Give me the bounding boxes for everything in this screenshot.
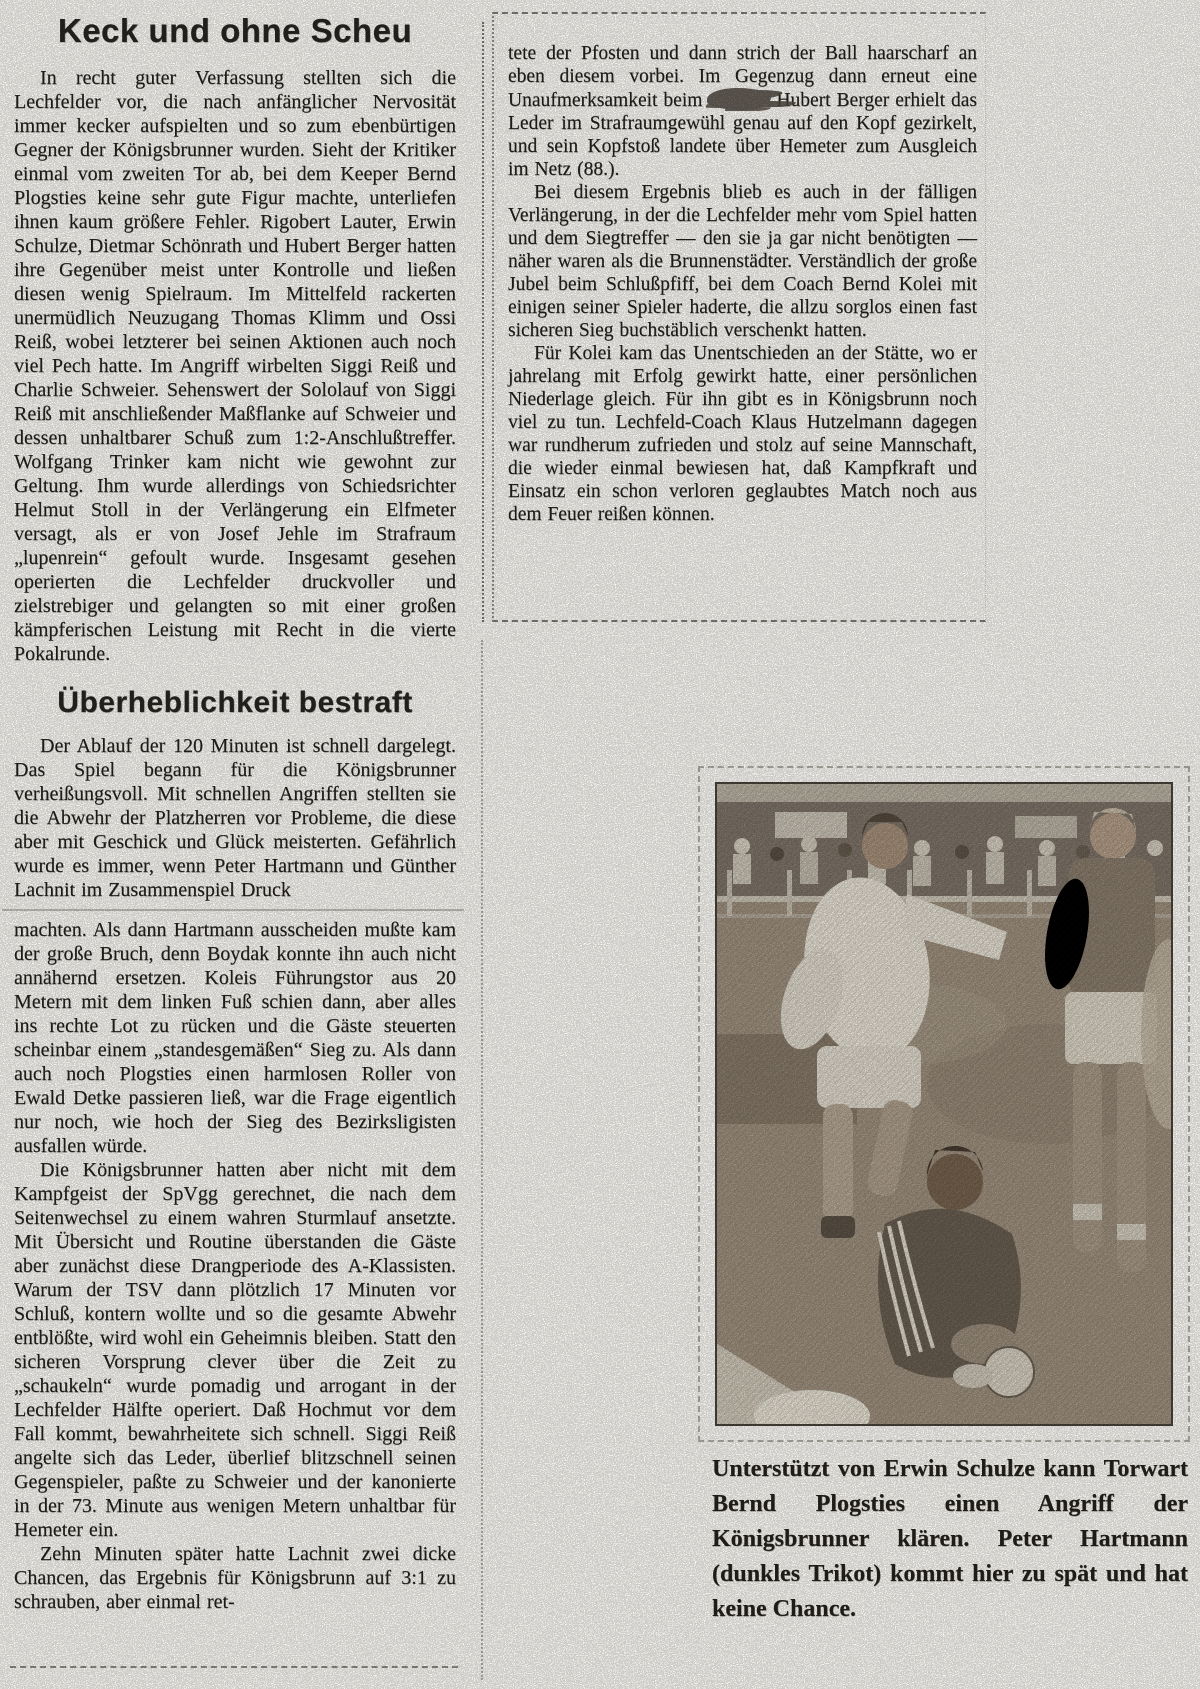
- headline-ueberheblichkeit-bestraft: Überheblichkeit bestraft: [57, 686, 413, 719]
- match-photo-figure: [698, 766, 1190, 1442]
- right-paragraph-1: [508, 42, 977, 181]
- left-paragraph-1: In recht guter Verfassung stellten sich die Lechfelder vor, die nach anfänglicher Nervosität immer kecker aufspielten und so zum ebenbürtigen Gegner der Königsbrunner wurden. Sieht der Kritiker einmal vom zweiten Tor ab, bei dem Keeper Bernd Plogsties keine sehr gute Figur machte, unterliefen ihnen kaum größere Fehler. Rigobert Lauter, Erwin Schulze, Dietmar Schönrath und Hubert Berger hatten ihre Gegenüber meist unter Kontrolle und ließen diesen wenig Spielraum. Im Mittelfeld rackerten unermüdlich Neuzugang Thomas Klimm und Ossi Reiß, wobei letzterer bei seinen Aktionen auch noch viel Pech hatte. Im Angriff wirbelten Siggi Reiß und Charlie Schweier. Sehenswert der Sololauf von Siggi Reiß mit anschließender Maßflanke auf Schweier und dessen unhaltbarer Schuß zum 1:2-Anschlußtreffer. Wolfgang Trinker kam nicht wie gewohnt zur Geltung. Ihm wurde allerdings von Schiedsrichter Helmut Stoll in der Verlängerung ein Elfmeter versagt, als er von Josef Jehle im Strafraum „lupenrein“ gefoult wurde. Insgesamt gesehen operierten die Lechfelder druckvoller und zielstrebiger und gelangten so mit einer großen kämpferischen Leistung mit Recht in die vierte Pokalrunde.: [14, 67, 456, 665]
- photo-caption: Unterstützt von Erwin Schulze kann Torwart Bernd Plogsties einen Angriff der Königsbrunner klären. Peter Hartmann (dunkles Trikot) kommt hier zu spät und hat keine Chance.: [712, 1456, 1188, 1622]
- right-article-column: [492, 12, 986, 622]
- left-paragraph-2b: machten. Als dann Hartmann ausscheiden mußte kam der große Bruch, denn Boydak konnte ihn auch nicht annähernd ersetzen. Koleis Führungstor aus 20 Metern mit dem linken Fuß schien dann, aber alles ins rechte Lot zu rücken und die Gäste steuerten scheinbar einem „standesgemäßen“ Sieg zu. Als dann auch noch Plogsties einen harmlosen Roller von Ewald Detke passieren ließ, war die Frage eigentlich nur noch, wie hoch der Sieg des Bezirksligisten ausfallen würde.: [14, 919, 456, 1157]
- match-photo-image: [717, 784, 1171, 1424]
- right-paragraph-1-text-after: Hubert Berger erhielt das Leder im Strafraumgewühl genau auf den Kopf gezirkelt, und sein Kopfstoß landete über Hemeter zum Ausgleich im Netz (88.).: [508, 90, 977, 180]
- left-article-column: [14, 8, 456, 1614]
- photo-grain-overlay: [717, 784, 1171, 1424]
- left-paragraph-3: Die Königsbrunner hatten aber nicht mit dem Kampfgeist der SpVgg gerechnet, die nach dem Seitenwechsel zu einem wahren Sturmlauf ansetzte. Mit Übersicht und Routine überstanden die Gäste aber zunächst diese Drangperiode des A-Klassisten. Warum der TSV dann plötzlich 17 Minuten vor Schluß, kontern wollte und so die gesamte Abwehr entblößte, wird wohl ein Geheimnis bleiben. Statt den sicheren Vorsprung clever über die Zeit zu „schaukeln“ wurde pomadig und arrogant in der Lechfelder Hälfte operiert. Daß Hochmut vor dem Fall kommt, bewahrheitete sich schnell. Siggi Reiß angelte sich das Leder, überlief blitzschnell seinen Gegenspieler, paßte zu Schweier und der kanonierte in der 73. Minute aus wenigen Metern unhaltbar für Hemeter ein.: [14, 1159, 456, 1541]
- column-rule-lower: [481, 640, 483, 1680]
- left-column-bottom-edge: [10, 1666, 458, 1668]
- right-paragraph-1-text-before: tete der Pfosten und dann strich der Ball haarscharf an eben diesem vorbei. Im Gegenzug dann erneut eine Unaufmerksamkeit beim: [508, 43, 977, 111]
- match-photo: [715, 782, 1173, 1426]
- headline-keck-und-ohne-scheu: Keck und ohne Scheu: [57, 12, 413, 49]
- left-paragraph-4: Zehn Minuten später hatte Lachnit zwei dicke Chancen, das Ergebnis für Königsbrunn auf 3:1 zu schrauben, aber einmal ret-: [14, 1543, 456, 1613]
- ink-blot: [707, 88, 771, 110]
- right-paragraph-3: Für Kolei kam das Unentschieden an der Stätte, wo er jahrelang mit Erfolg gewirkt hatte, einer persönlichen Niederlage gleich. Für ihn gibt es in Königsbrunn noch viel zu tun. Lechfeld-Coach Klaus Hutzelmann dagegen war rundherum zufrieden und stolz auf seine Mannschaft, die wieder einmal bewiesen hat, daß Kampfkraft und Einsatz ein schon verloren geglaubtes Match noch aus dem Feuer reißen können.: [508, 343, 977, 525]
- column-rule-upper: [482, 22, 484, 622]
- clipping-seam-line: [2, 909, 464, 911]
- right-paragraph-2: Bei diesem Ergebnis blieb es auch in der fälligen Verlängerung, in der die Lechfelder mehr vom Spiel hatten und dem Siegtreffer — den sie ja gar nicht benötigten — näher waren als die Brunnenstädter. Verständlich der große Jubel beim Schlußpfiff, bei dem Coach Bernd Kolei mit einigen seiner Spieler haderte, die allzu sorglos einen fast sicheren Sieg buchstäblich verschenkt hatten.: [508, 182, 977, 341]
- left-paragraph-2a: Der Ablauf der 120 Minuten ist schnell dargelegt. Das Spiel begann für die Königsbrunner verheißungsvoll. Mit schnellen Angriffen stellten sie die Abwehr der Platzherren vor Probleme, die diese aber mit Geschick und Glück meisterten. Gefährlich wurde es immer, wenn Peter Hartmann und Günther Lachnit im Zusammenspiel Druck: [14, 735, 456, 901]
